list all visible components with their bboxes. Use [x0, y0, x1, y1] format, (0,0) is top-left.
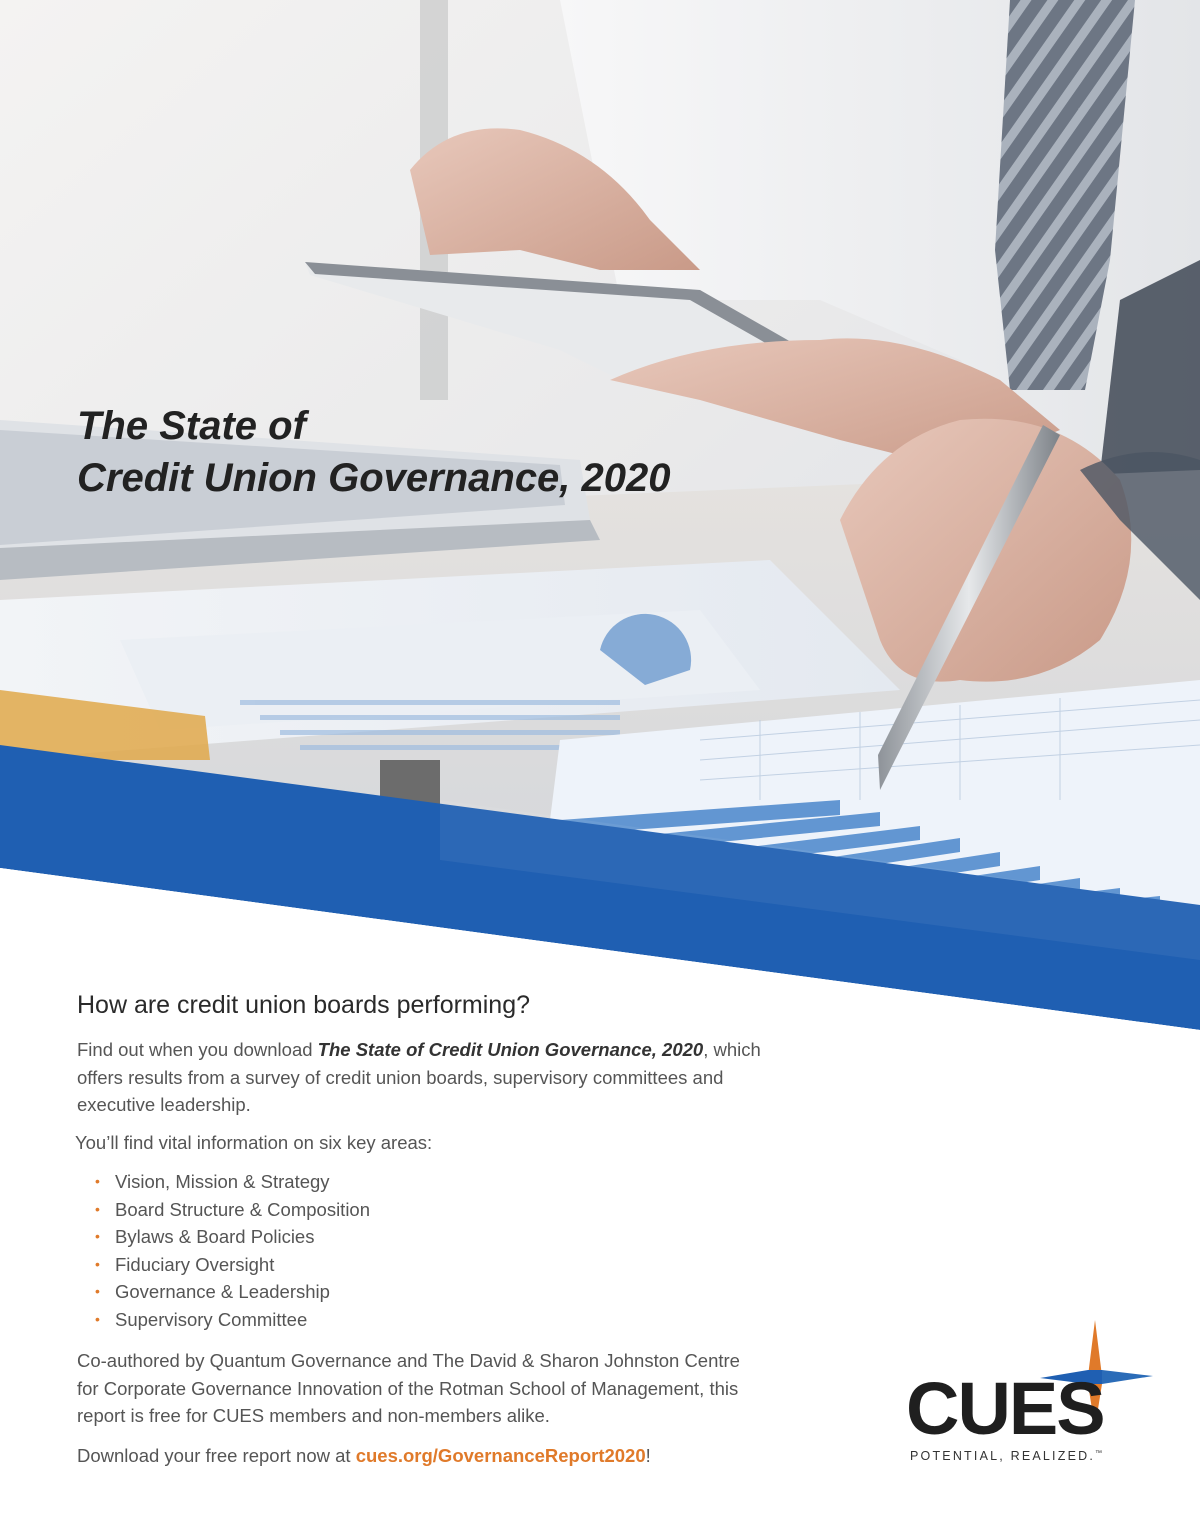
report-title-line-2: Credit Union Governance, 2020 [77, 456, 671, 500]
body-content [77, 988, 797, 1479]
area-label: Governance & Leadership [115, 1281, 330, 1302]
area-label: Fiduciary Oversight [115, 1253, 275, 1275]
key-areas-list [95, 1168, 797, 1333]
bullet-icon: • [95, 1173, 100, 1189]
list-item [95, 1168, 797, 1196]
bullet-icon: • [95, 1283, 100, 1299]
intro-report-title: The State of Credit Union Governance, 2020 [317, 1039, 704, 1060]
intro-suffix: , which offers results from a survey of credit union boards, supervisory committees and executive leadership. [77, 1039, 761, 1115]
areas-intro: You’ll find vital information on six key areas: [75, 1131, 433, 1153]
cues-logo [900, 1318, 1160, 1468]
report-title-line-1: The State of [77, 404, 306, 448]
download-prefix: Download your free report now at [77, 1444, 356, 1466]
area-label: Supervisory Committee [115, 1308, 308, 1330]
logo-tagline [910, 1449, 1102, 1463]
trademark-mark: ™ [1095, 1449, 1103, 1457]
report-title [77, 400, 671, 504]
bullet-icon: • [95, 1228, 100, 1244]
coauthored-paragraph: Co-authored by Quantum Governance and The David & Sharon Johnston Centre for Corporate Governance Innovation of the Rotman School of Management, this report is free for CUES members and non-members alike. [77, 1350, 740, 1426]
bullet-icon: • [95, 1255, 100, 1272]
logo-wordmark: CUES [906, 1367, 1104, 1450]
bullet-icon: • [95, 1200, 100, 1217]
list-item [95, 1278, 797, 1306]
governance-report-link[interactable]: cues.org/GovernanceReport2020 [355, 1444, 646, 1466]
area-label: Bylaws & Board Policies [115, 1226, 315, 1247]
logo-tagline-text: POTENTIAL, REALIZED. [910, 1449, 1096, 1463]
area-label: Vision, Mission & Strategy [115, 1171, 330, 1192]
list-item [95, 1306, 797, 1334]
list-item [95, 1251, 797, 1279]
download-suffix: ! [645, 1444, 651, 1466]
section-heading: How are credit union boards performing? [77, 991, 531, 1019]
list-item [95, 1223, 797, 1251]
download-paragraph [77, 1442, 797, 1470]
area-label: Board Structure & Composition [115, 1198, 371, 1220]
bullet-icon: • [95, 1310, 100, 1327]
intro-paragraph [77, 1036, 797, 1119]
intro-prefix: Find out when you download [77, 1039, 318, 1060]
list-item [95, 1196, 797, 1224]
